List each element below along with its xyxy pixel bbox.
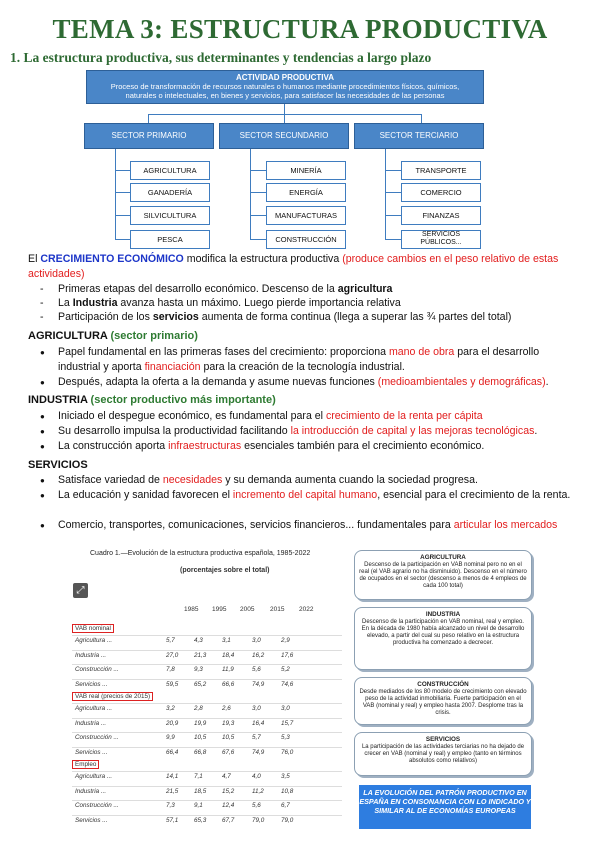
table-cell: 10,5 [194,734,207,741]
table-cell: 5,6 [252,802,261,809]
table-row-label: Construcción ... [75,802,119,809]
table-cell: 65,2 [194,680,207,688]
activity-box [86,70,484,104]
table-row-label: Industria ... [75,651,107,659]
table-cell: 18,5 [194,787,207,795]
page-title: TEMA 3: ESTRUCTURA PRODUCTIVA [52,14,548,44]
table-cell: 74,9 [252,748,265,756]
section-subtitle: 1. La estructura productiva, sus determinantes y tendencias a largo plazo [10,50,432,65]
table-cell: 4,0 [252,773,261,780]
table-cell: 59,5 [166,680,179,688]
table-cell: 9,9 [166,734,175,741]
agricultura-heading: AGRICULTURA (sector primario) [28,330,198,342]
table-cell: 5,7 [252,734,261,741]
card-construccion: CONSTRUCCIÓN Desde mediados de los 80 modelo de crecimiento con elevado peso de la actividad inmobiliaria. Fuerte participación en el VAB (nominal y real) y empleo hasta 2007. Desplome tras la crisis. [354,677,532,725]
table-cell: 20,9 [166,719,179,727]
table-cell: 15,7 [281,719,294,727]
card-agricultura: AGRICULTURA Descenso de la participación en VAB nominal pero no en el real (el VAB agrario no ha disminuido). Descenso en el número de ocupados en el sector (descenso a menos de 4 empleos de cada 100 total) [354,550,532,600]
table-cell: 79,0 [252,816,265,824]
sector-secundario-box: SECTOR SECUNDARIO [219,123,349,149]
intro-paragraph: El CRECIMIENTO ECONÓMICO modifica la estructura productiva (produce cambios en el peso relativo de estas actividades) [28,253,559,280]
table-cell: 16,4 [252,719,265,727]
table-row-label: Construcción ... [75,666,119,673]
table-cell: 27,0 [166,651,179,659]
table-row-label: Agricultura ... [75,637,113,644]
bullet-item: ● Después, adapta la oferta a la demanda y asume nuevas funciones (medioambientales y demográficas). [40,375,575,390]
table-cell: 3,0 [281,705,290,712]
table-cell: 79,0 [281,816,294,824]
table-cell: 5,3 [281,734,290,741]
table-cell: 3,0 [252,705,261,712]
expand-icon[interactable]: ⤢ [73,583,88,598]
table-cell: 10,8 [281,787,294,795]
year-header: 1985 [184,606,199,613]
table-cell: 6,7 [281,802,290,809]
table-cell: 5,7 [166,637,175,644]
item-finanzas: FINANZAS [401,206,481,225]
sector-primario-box: SECTOR PRIMARIO [84,123,214,149]
table-cell: 5,2 [281,666,290,673]
table-group-label: VAB nominal [72,624,114,633]
table-cell: 21,3 [194,651,207,659]
table-cell: 11,9 [222,666,234,673]
table-cell: 9,3 [194,666,203,673]
table-cell: 14,1 [166,773,179,780]
bullet-item: ● Satisface variedad de necesidades y su demanda aumenta cuando la sociedad progresa. [40,473,575,488]
item-silvicultura: SILVICULTURA [130,206,210,225]
table-cell: 66,4 [166,748,179,756]
servicios-heading: SERVICIOS [28,459,88,471]
item-comercio: COMERCIO [401,183,481,202]
table-cell: 10,5 [222,734,235,741]
table-row-label: Construcción ... [75,734,119,741]
table-cell: 57,1 [166,816,179,824]
table-cell: 74,9 [252,680,265,688]
activity-heading: ACTIVIDAD PRODUCTIVA [235,73,335,82]
table-cell: 76,0 [281,748,294,756]
bullet-item: ● La construcción aporta infraestructuras esenciales también para el crecimiento económico. [40,439,575,454]
bullet-item: ● Iniciado el despegue económico, es fundamental para el crecimiento de la renta per cápita [40,409,575,424]
table-cell: 9,1 [194,802,203,809]
activity-description-1: Proceso de transformación de recursos naturales o humanos mediante procedimientos físicos, químicos, [110,82,460,91]
conclusion-box: LA EVOLUCIÓN DEL PATRÓN PRODUCTIVO EN ESPAÑA EN CONSONANCIA CON LO INDICADO Y SIMILAR AL DE ECONOMÍAS EUROPEAS [359,785,531,829]
table-row-label: Servicios ... [75,680,108,688]
dash-item: - Primeras etapas del desarrollo económico. Descenso de la agricultura [40,283,393,295]
table-cell: 7,1 [194,773,203,780]
bullet-item: ● Papel fundamental en las primeras fases del crecimiento: proporciona mano de obra para el desarrollo industrial y aporta financiación para la creación de la tecnología industrial. [40,345,575,375]
table-cell: 2,6 [222,705,231,712]
table-cell: 67,6 [222,748,235,756]
item-energia: ENERGÍA [266,183,346,202]
table-cell: 21,5 [166,787,179,795]
table-cell: 65,3 [194,816,207,824]
dash-item: - La Industria avanza hasta un máximo. Luego pierde importancia relativa [40,297,401,309]
year-header: 2005 [240,606,255,613]
table-cell: 66,6 [222,680,235,688]
industria-heading: INDUSTRIA (sector productivo más importante) [28,394,276,406]
table-cell: 67,7 [222,816,235,824]
year-header: 1995 [212,606,227,613]
item-ganaderia: GANADERÍA [130,183,210,202]
table-row-label: Industria ... [75,719,107,727]
table-cell: 3,2 [166,705,175,712]
year-header: 2015 [270,606,285,613]
item-manufacturas: MANUFACTURAS [266,206,346,225]
table-row-label: Agricultura ... [75,773,113,780]
activity-description-2: naturales o intelectuales, en bienes y servicios, para satisfacer las necesidades de las personas [125,91,445,100]
sector-terciario-box: SECTOR TERCIARIO [354,123,484,149]
table-cell: 19,9 [194,719,207,727]
card-industria: INDUSTRIA Descenso de la participación en VAB nominal, real y empleo. En la década de 1980 había alcanzado un nivel de desarrollo elevado, a partir del cual su peso relativo en la estructura productiva ha comenzado a decrecer. [354,607,532,670]
table-cell: 11,2 [252,787,264,795]
table-cell: 3,0 [252,637,261,644]
item-transporte: TRANSPORTE [401,161,481,180]
table-cell: 66,8 [194,748,207,756]
table-row-label: Industria ... [75,787,107,795]
table-cell: 3,1 [222,637,231,644]
table-subcaption: (porcentajes sobre el total) [180,567,270,574]
card-servicios: SERVICIOS La participación de las actividades terciarias no ha dejado de crecer en VAB (nominal y real) y empleo (tanto en términos absolutos como relativos) [354,732,532,776]
table-cell: 4,3 [194,637,203,644]
bullet-item: ● Su desarrollo impulsa la productividad facilitando la introducción de capital y las mejoras tecnológicas. [40,424,575,439]
table-row-label: Servicios ... [75,748,108,756]
table-cell: 15,2 [222,787,235,795]
table-group-label: VAB real (precios de 2015) [72,692,153,701]
table-cell: 17,6 [281,651,294,659]
table-cell: 18,4 [222,651,235,659]
bullet-item: ● La educación y sanidad favorecen el incremento del capital humano, esencial para el crecimiento de la renta. [40,488,575,503]
item-agricultura: AGRICULTURA [130,161,210,180]
table-cell: 3,5 [281,773,290,780]
table-cell: 2,9 [281,637,290,644]
dash-item: - Participación de los servicios aumenta de forma continua (llega a superar las ¾ partes del total) [40,311,512,323]
table-cell: 7,3 [166,802,175,809]
table-cell: 19,3 [222,719,235,727]
table-cell: 16,2 [252,651,265,659]
year-header: 2022 [299,606,314,613]
item-mineria: MINERÍA [266,161,346,180]
table-cell: 7,8 [166,666,175,673]
table-row-label: Agricultura ... [75,705,113,712]
item-servicios-publicos: SERVICIOS PÚBLICOS... [401,230,481,249]
table-caption: Cuadro 1.—Evolución de la estructura productiva española, 1985-2022 [90,550,311,557]
table-cell: 2,8 [194,705,203,712]
table-cell: 12,4 [222,802,235,809]
table-cell: 4,7 [222,773,231,780]
item-pesca: PESCA [130,230,210,249]
crecimiento-economico-term: CRECIMIENTO ECONÓMICO [40,253,184,265]
item-construccion: CONSTRUCCIÓN [266,230,346,249]
table-cell: 74,6 [281,680,294,688]
table-group-label: Empleo [72,760,99,769]
table-row-label: Servicios ... [75,816,108,824]
table-cell: 5,6 [252,666,261,673]
bullet-item: ● Comercio, transportes, comunicaciones, servicios financieros... fundamentales para articular los mercados [40,518,575,533]
